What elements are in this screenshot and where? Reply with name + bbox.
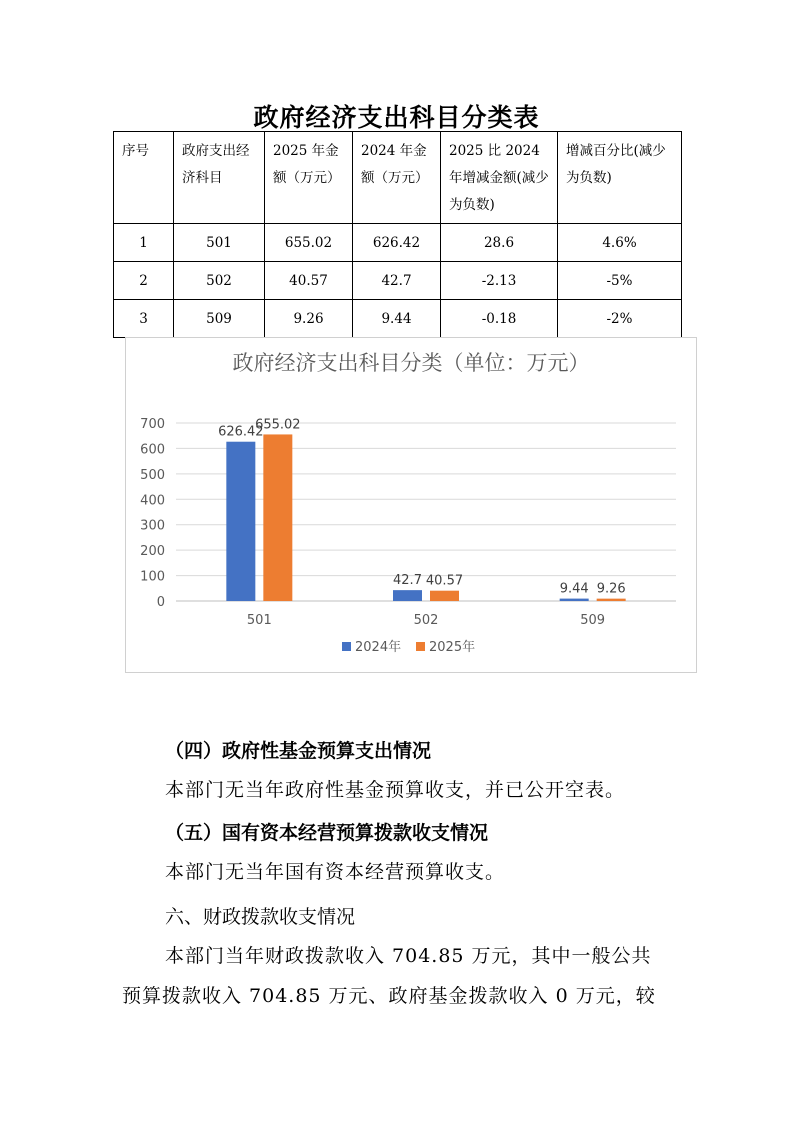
cell-2024: 42.7 xyxy=(353,262,441,300)
bar-chart xyxy=(125,337,697,673)
cell-index: 2 xyxy=(114,262,174,300)
bar-2025年-501 xyxy=(263,434,292,601)
y-tick-label: 600 xyxy=(140,442,165,458)
header-2024-amount: 2024 年金额（万元） xyxy=(353,132,441,224)
bar-2024年-502 xyxy=(393,590,422,601)
table-row xyxy=(114,262,682,300)
cell-change: 28.6 xyxy=(441,224,558,262)
header-2025-amount: 2025 年金额（万元） xyxy=(265,132,353,224)
section-4-heading: （四）政府性基金预算支出情况 xyxy=(165,740,432,762)
header-change-amount: 2025 比 2024 年增减金额(减少为负数) xyxy=(441,132,558,224)
cell-subject: 509 xyxy=(174,300,265,338)
cell-percent: 4.6% xyxy=(558,224,682,262)
section-6-line-1: 本部门当年财政拨款收入 704.85 万元，其中一般公共 xyxy=(165,945,652,967)
cell-2024: 9.44 xyxy=(353,300,441,338)
cell-percent: -2% xyxy=(558,300,682,338)
y-tick-label: 300 xyxy=(140,518,165,534)
x-tick-label: 509 xyxy=(580,613,606,628)
y-tick-label: 400 xyxy=(140,493,165,509)
section-5-text: 本部门无当年国有资本经营预算收支。 xyxy=(165,861,506,883)
data-label: 655.02 xyxy=(255,417,301,433)
section-6-heading: 六、财政拨款收支情况 xyxy=(165,906,356,928)
table-title: 政府经济支出科目分类表 xyxy=(253,103,540,132)
y-tick-label: 700 xyxy=(140,417,165,432)
legend-label: 2024年 xyxy=(355,640,402,655)
y-tick-label: 200 xyxy=(140,544,165,560)
section-6-line-2: 预算拨款收入 704.85 万元、政府基金拨款收入 0 万元，较 xyxy=(122,985,656,1007)
x-tick-label: 501 xyxy=(246,613,272,628)
table-row xyxy=(114,300,682,338)
cell-2025: 9.26 xyxy=(265,300,353,338)
data-label: 42.7 xyxy=(393,573,422,589)
data-label: 9.44 xyxy=(559,581,589,597)
expenditure-table xyxy=(113,131,682,338)
bar-2025年-502 xyxy=(430,591,459,601)
table-row xyxy=(114,224,682,262)
x-tick-label: 502 xyxy=(413,613,439,628)
legend-swatch xyxy=(416,642,425,651)
header-subject: 政府支出经济科目 xyxy=(174,132,265,224)
bar-2025年-509 xyxy=(597,599,626,601)
legend-label: 2025年 xyxy=(429,640,476,655)
header-change-percent: 增减百分比(减少为负数) xyxy=(558,132,682,224)
cell-subject: 501 xyxy=(174,224,265,262)
cell-index: 1 xyxy=(114,224,174,262)
y-tick-label: 0 xyxy=(156,595,165,610)
chart-canvas xyxy=(126,338,696,672)
data-label: 40.57 xyxy=(425,573,464,589)
y-tick-label: 500 xyxy=(140,467,165,483)
cell-percent: -5% xyxy=(558,262,682,300)
bar-2024年-509 xyxy=(560,599,589,601)
cell-2025: 655.02 xyxy=(265,224,353,262)
cell-index: 3 xyxy=(114,300,174,338)
section-5-heading: （五）国有资本经营预算拨款收支情况 xyxy=(165,822,489,844)
cell-change: -2.13 xyxy=(441,262,558,300)
table-header-row xyxy=(114,132,682,224)
legend-swatch xyxy=(342,642,351,651)
y-tick-label: 100 xyxy=(140,569,165,585)
cell-2024: 626.42 xyxy=(353,224,441,262)
header-index: 序号 xyxy=(114,132,174,224)
chart-title: 政府经济支出科目分类（单位：万元） xyxy=(232,351,590,375)
cell-2025: 40.57 xyxy=(265,262,353,300)
bar-2024年-501 xyxy=(226,442,255,601)
cell-subject: 502 xyxy=(174,262,265,300)
section-4-text: 本部门无当年政府性基金预算收支，并已公开空表。 xyxy=(165,779,626,801)
cell-change: -0.18 xyxy=(441,300,558,338)
data-label: 9.26 xyxy=(596,581,626,597)
data-label: 626.42 xyxy=(218,424,264,440)
